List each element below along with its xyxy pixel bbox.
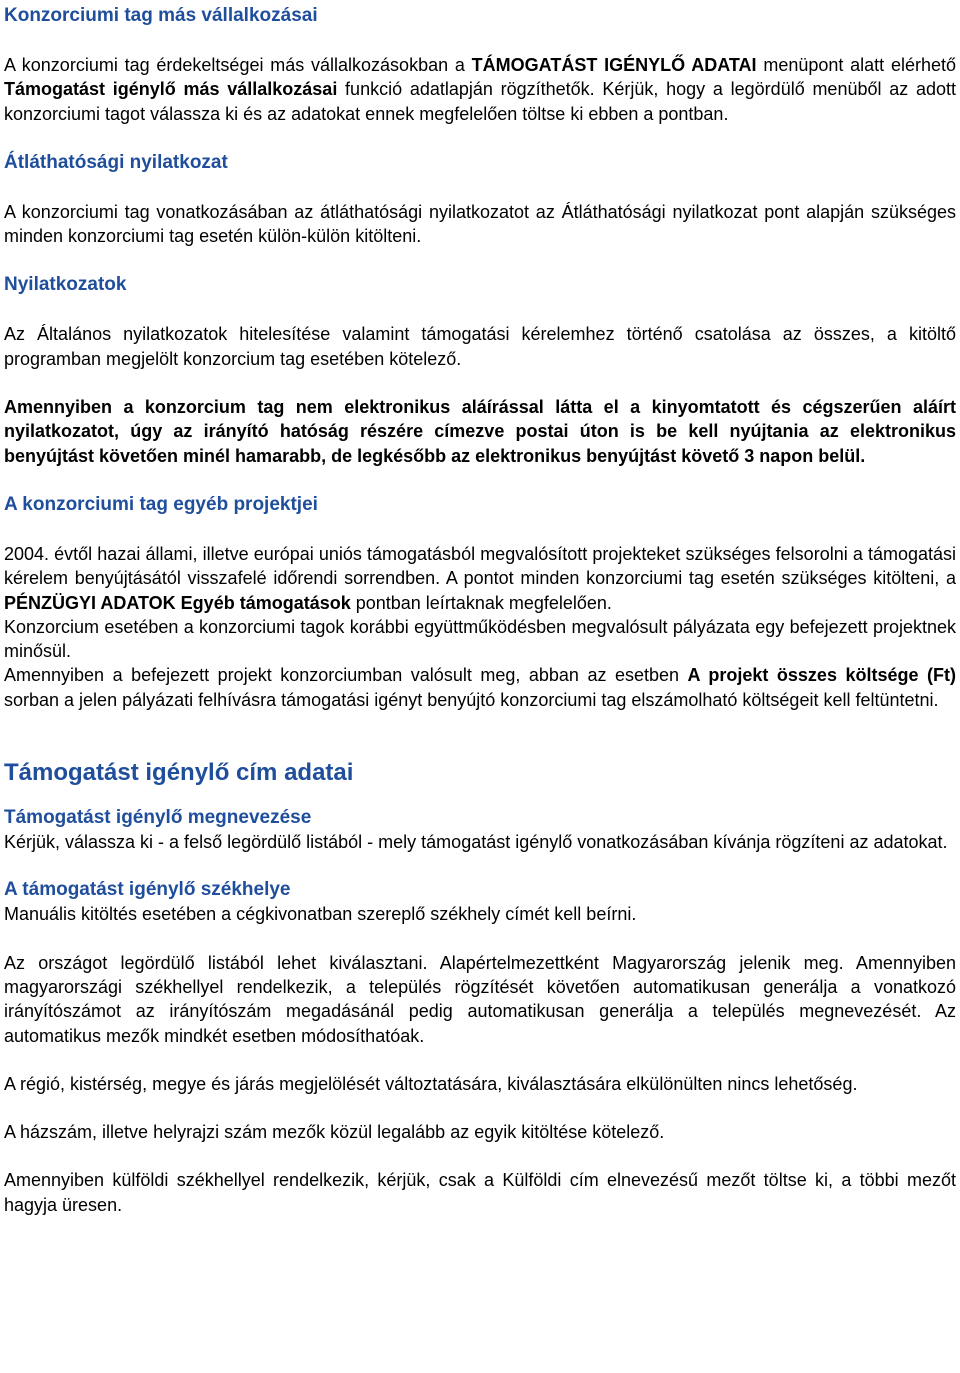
paragraph-hazszam: A házszám, illetve helyrajzi szám mezők közül legalább az egyik kitöltése kötelező. [4, 1122, 665, 1143]
paragraph-elektronikus-alairas: Amennyiben a konzorcium tag nem elektronikus aláírással látta el a kinyomtatott és cégszerűen aláírt nyilatkozatot, úgy az irányító hatóság részére címezve postai úton is be kell nyújtania az elektronikus benyújtást követően minél hamarabb, de legkésőbb az elektronikus benyújtást követő 3 napon belül. [4, 397, 956, 466]
paragraph-atlathatosagi: A konzorciumi tag vonatkozásában az átláthatósági nyilatkozatot az Átláthatósági nyilatkozat pont alapján szükséges minden konzorciumi tag esetén külön-külön kitölteni. [4, 201, 956, 247]
heading-konzorciumi-tag-mas-vallalkozasai: Konzorciumi tag más vállalkozásai [4, 5, 318, 26]
paragraph-altalanos-nyilatkozatok: Az Általános nyilatkozatok hitelesítése valamint támogatási kérelemhez történő csatolása az összes, a kitöltő programban megjelölt konzorcium tag esetében kötelező. [4, 324, 956, 369]
paragraph-konzorcium-befejezett: Konzorcium esetében a konzorciumi tagok korábbi együttműködésben megvalósult pályázata egy befejezett projektnek minősül. [4, 616, 956, 662]
paragraph-egyeb-projektek: 2004. évtől hazai állami, illetve európai uniós támogatásból megvalósított projekteket szükséges felsorolni a támogatási kérelem benyújtásától visszafelé időrendi sorrendben. A pontot minden konzorciumi tag esetén szükséges kitölteni, a PÉNZÜGYI ADATOK Egyéb támogatások pontban leírtaknak megfelelően. [4, 543, 956, 613]
heading-atlathatosagi-nyilatkozat: Átláthatósági nyilatkozat [4, 151, 228, 173]
heading-szekhely: A támogatást igénylő székhelye [4, 879, 291, 901]
paragraph-megnevezes: Kérjük, válassza ki - a felső legördülő listából - mely támogatást igénylő vonatkozásában kívánja rögzíteni az adatokat. [4, 832, 948, 853]
heading-egyeb-projektjei: A konzorciumi tag egyéb projektjei [4, 493, 318, 515]
paragraph-manualis-kitoltes: Manuális kitöltés esetében a cégkivonatban szereplő székhely címét kell beírni. [4, 904, 637, 925]
heading-nyilatkozatok: Nyilatkozatok [4, 274, 127, 296]
paragraph-kulfoldi-szekhely: Amennyiben külföldi székhellyel rendelkezik, kérjük, csak a Külföldi cím elnevezésű mezőt töltse ki, a többi mezőt hagyja üresen. [4, 1170, 956, 1215]
document-page [0, 4, 960, 1217]
heading-tamogatast-igenylo-megnevezese: Támogatást igénylő megnevezése [4, 807, 312, 829]
paragraph-projekt-osszes-koltsege: Amennyiben a befejezett projekt konzorciumban valósult meg, abban az esetben A projekt összes költsége (Ft) sorban a jelen pályázati felhívásra támogatási igényt benyújtó konzorciumi tag elszámolható költségeit kell feltüntetni. [4, 665, 956, 710]
heading-cim-adatai: Támogatást igénylő cím adatai [4, 759, 354, 787]
paragraph-regio-kisterseg: A régió, kistérség, megye és járás megjelölését változtatására, kiválasztására elkülönülten nincs lehetőség. [4, 1073, 858, 1094]
paragraph-mas-vallalkozasok: A konzorciumi tag érdekeltségei más vállalkozásokban a TÁMOGATÁST IGÉNYLŐ ADATAI menüpont alatt elérhető Támogatást igénylő más vállalkozásai funkció adatlapján rögzíthetők. Kérjük, hogy a legördülő menüből az adott konzorciumi tagot válassza ki és az adatokat ennek megfelelően töltse ki ebben a pontban. [4, 55, 957, 124]
paragraph-orszag-legordulo: Az országot legördülő listából lehet kiválasztani. Alapértelmezettként Magyarország jelenik meg. Amennyiben magyarországi székhellyel rendelkezik, a település rögzítését követően automatikusan generálja a vonatkozó irányítószámot az irányítószám megadásánál pedig automatikusan generálja a település megnevezését. Az automatikus mezők mindkét esetben módosíthatóak. [4, 952, 956, 1046]
